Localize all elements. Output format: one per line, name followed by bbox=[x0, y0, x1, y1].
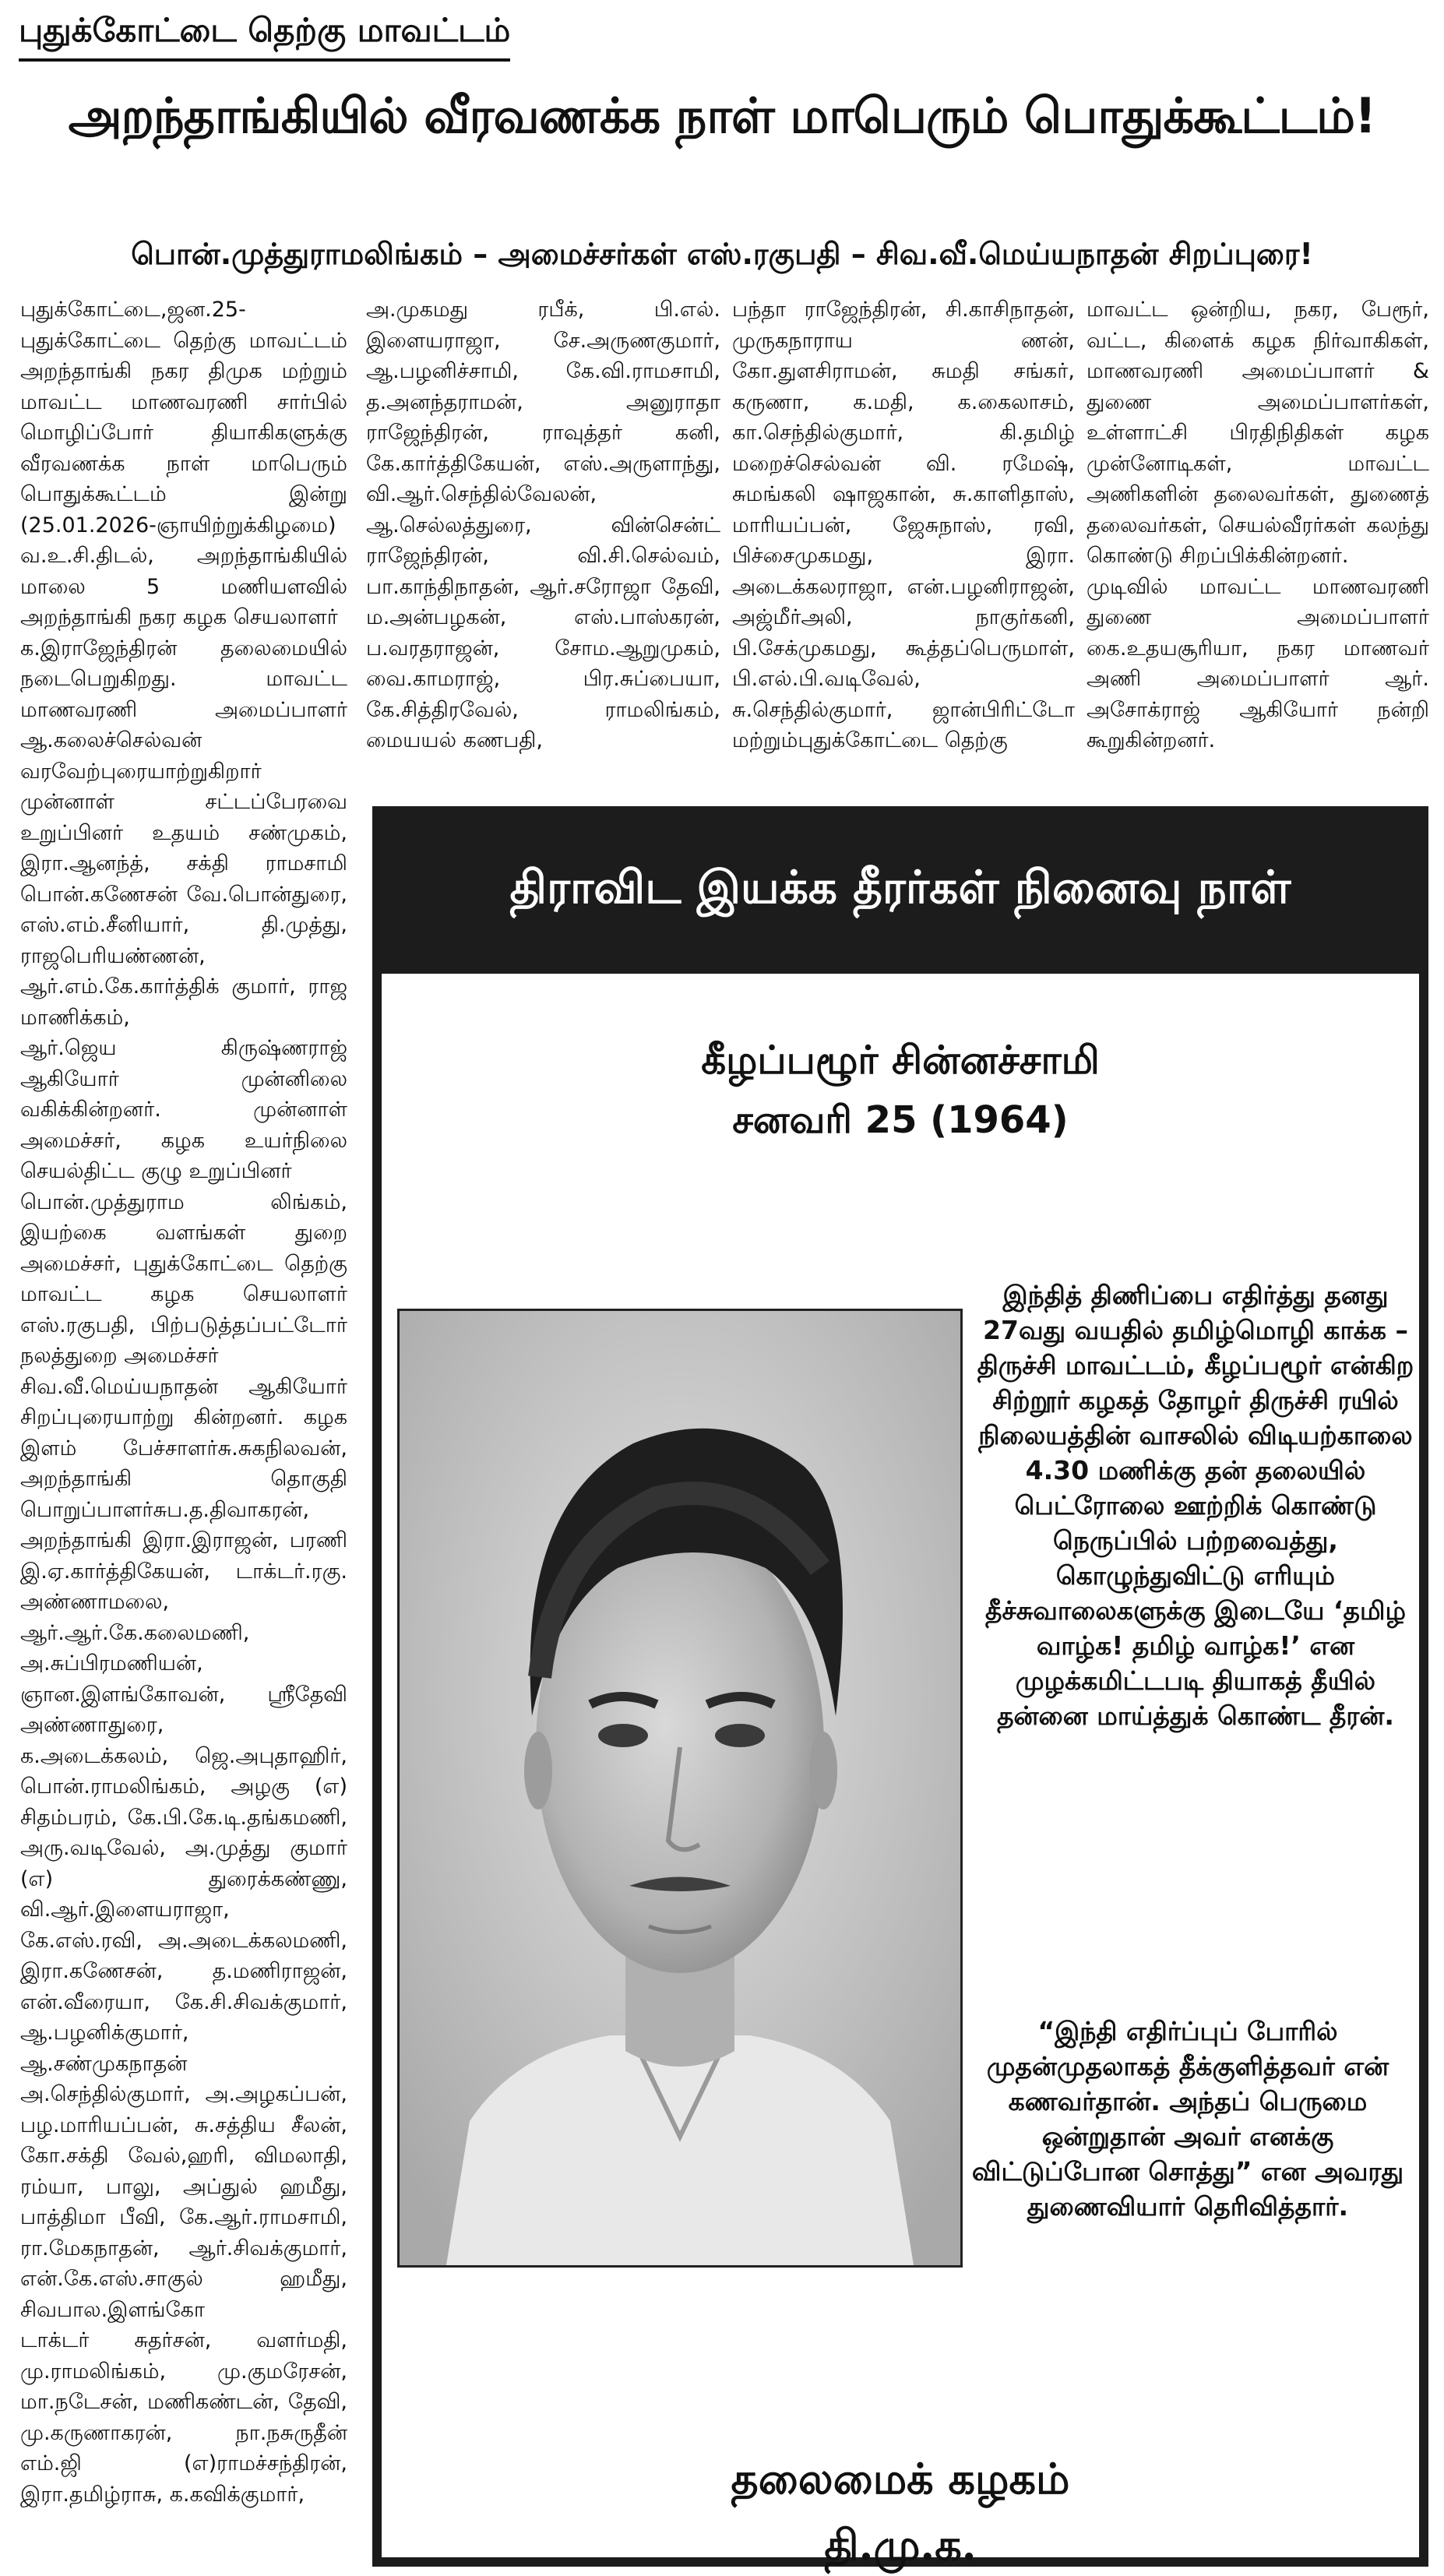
article-paragraph: முடிவில் மாவட்ட மாணவரணி துணை அமைப்பாளர் கை.உதயசூரியா, நகர மாணவர் அணி அமைப்பாளர் ஆர். அசோக்ராஜ் ஆகியோர் நன்றி கூறுகின்றனர். bbox=[1087, 574, 1429, 752]
section-kicker: புதுக்கோட்டை தெற்கு மாவட்டம் bbox=[19, 11, 510, 62]
memorial-panel bbox=[372, 806, 1428, 2570]
portrait-photo bbox=[397, 1309, 963, 2268]
article-paragraph: பந்தா ராஜேந்திரன், சி.காசிநாதன், முருகநாராய ணன், கோ.துளசிராமன், சுமதி சங்கர், கருணா, க.மதி, க.கைலாசம், கா.செந்தில்குமார், கி.தமிழ் மறைச்செல்வன் வி. ரமேஷ், சுமங்கலி ஷாஜகான், சு.காளிதாஸ், மாரியப்பன், ஜேசுநாஸ், ரவி, பிச்சைமுகமது, இரா. அடைக்கலராஜா, என்.பழனிராஜன், அஜ்மீர்அலி, நாகுர்கனி, பி.சேக்முகமது, கூத்தப்பெருமாள், பி.எல்.பி.வடிவேல், சு.செந்தில்குமார், ஜான்பிரிட்டோ மற்றும்புதுக்கோட்டை தெற்கு bbox=[732, 298, 1075, 752]
article-paragraph: மாவட்ட ஒன்றிய, நகர, பேரூர், வட்ட, கிளைக் கழக நிர்வாகிகள், மாணவரணி அமைப்பாளர் & துணை அமைப்பாளர்கள், உள்ளாட்சி பிரதிநிதிகள் கழக முன்னோடிகள், மாவட்ட அணிகளின் தலைவர்கள், துணைத் தலைவர்கள், செயல்வீரர்கள் கலந்து கொண்டு சிறப்பிக்கின்றனர். bbox=[1087, 298, 1429, 568]
article-column-4 bbox=[1087, 294, 1429, 777]
article-paragraph: சிவ.வீ.மெய்யநாதன் ஆகியோர் சிறப்புரையாற்று கின்றனர். கழக இளம் பேச்சாளர்சு.சுகநிலவன், அறந்தாங்கி தொகுதி பொறுப்பாளர்சுப.த.திவாகரன், அறந்தாங்கி இரா.இராஜன், பரணி இ.ஏ.கார்த்திகேயன், டாக்டர்.ரகு. அண்ணாமலை, ஆர்.ஆர்.கே.கலைமணி, அ.சுப்பிரமணியன், ஞான.இளங்கோவன், ஸ்ரீதேவி அண்ணாதுரை, bbox=[20, 1374, 347, 1737]
article-paragraph: அ.முகமது ரபீக், பி.எல். இளையராஜா, சே.அருணகுமார், ஆ.பழனிச்சாமி, கே.வி.ராமசாமி, த.அனந்தராமன், அனுராதா ராஜேந்திரன், ராவுத்தர் கனி, கே.கார்த்திகேயன், எஸ்.அருளாந்து, வி.ஆர்.செந்தில்வேலன், ஆ.செல்லத்துரை, வின்சென்ட் ராஜேந்திரன், வி.சி.செல்வம், பா.காந்திநாதன், ஆர்.சரோஜா தேவி, ம.அன்பழகன், எஸ்.பாஸ்கரன், ப.வரதராஜன், சோம.ஆறுமுகம், வை.காமராஜ், பிர.சுப்பையா, கே.சித்திரவேல், ராமலிங்கம், மையயல் கணபதி, bbox=[366, 298, 720, 752]
article-paragraph: டாக்டர் சுதர்சன், வளர்மதி, மு.ராமலிங்கம், மு.குமரேசன், மா.நடேசன், மணிகண்டன், தேவி, மு.கருணாகரன், நா.நசுருதீன் எம்.ஜி (எ)ராமச்சந்திரன், இரா.தமிழ்ராசு, க.கவிக்குமார், bbox=[20, 2328, 347, 2507]
subheadline: பொன்.முத்துராமலிங்கம் – அமைச்சர்கள் எஸ்.ரகுபதி – சிவ.வீ.மெய்யநாதன் சிறப்புரை! bbox=[131, 237, 1313, 271]
article-column-2 bbox=[366, 294, 720, 777]
article-column-3 bbox=[732, 294, 1075, 777]
panel-body bbox=[382, 974, 1419, 2570]
article-paragraph: க.இராஜேந்திரன் தலைமையில் நடைபெறுகிறது. மாவட்ட மாணவரணி அமைப்பாளர் ஆ.கலைச்செல்வன் வரவேற்புரையாற்றுகிறார் முன்னாள் சட்டப்பேரவை உறுப்பினர் உதயம் சண்முகம், இரா.ஆனந்த், சக்தி ராமசாமி பொன்.கணேசன் வே.பொன்துரை, எஸ்.எம்.சீனியார், தி.முத்து, ராஜபெரியண்ணன், ஆர்.எம்.கே.கார்த்திக் குமார், ராஜ மாணிக்கம், bbox=[20, 636, 347, 1030]
article-paragraph: பொன்.முத்துராம லிங்கம், இயற்கை வளங்கள் துறை அமைச்சர், புதுக்கோட்டை தெற்கு மாவட்ட கழக செயலாளர் எஸ்.ரகுபதி, பிற்படுத்தப்பட்டோர் நலத்துறை அமைச்சர் bbox=[20, 1189, 347, 1368]
martyr-name: கீழப்பழூர் சின்னச்சாமி bbox=[701, 1038, 1100, 1083]
martyr-date: சனவரி 25 (1964) bbox=[732, 1098, 1069, 1142]
panel-title: திராவிட இயக்க தீரர்கள் நினைவு நாள் bbox=[509, 860, 1291, 914]
martyr-narrative: இந்தித் திணிப்பை எதிர்த்து தனது 27வது வயதில் தமிழ்மொழி காக்க – திருச்சி மாவட்டம், கீழப்பழூர் என்கிற சிற்றூர் கழகத் தோழர் திருச்சி ரயில் நிலையத்தின் வாசலில் விடியற்காலை 4.30 மணிக்கு தன் தலையில் பெட்ரோலை ஊற்றிக் கொண்டு நெருப்பில் பற்றவைத்து, கொழுந்துவிட்டு எரியும் தீச்சுவாலைகளுக்கு இடையே ‘தமிழ் வாழ்க! தமிழ் வாழ்க!’ என முழக்கமிட்டபடி தியாகத் தீயில் தன்னை மாய்த்துக் கொண்ட தீரன். bbox=[977, 1280, 1414, 1731]
article-paragraph: ஆர்.ஜெய கிருஷ்ணராஜ் ஆகியோர் முன்னிலை வகிக்கின்றனர். முன்னாள் அமைச்சர், கழக உயர்நிலை செயல்திட்ட குழு உறுப்பினர் bbox=[20, 1036, 347, 1183]
article-paragraph: புதுக்கோட்டை,ஜன.25- புதுக்கோட்டை தெற்கு மாவட்டம் அறந்தாங்கி நகர திமுக மற்றும் மாவட்ட மாணவரணி சார்பில் மொழிப்போர் தியாகிகளுக்கு வீரவணக்க நாள் மாபெரும் பொதுக்கூட்டம் இன்று (25.01.2026-ஞாயிற்றுக்கிழமை) வ.உ.சி.திடல், அறந்தாங்கியில் மாலை 5 மணியளவில் அறந்தாங்கி நகர கழக செயலாளர் bbox=[20, 298, 347, 629]
article-column-1 bbox=[20, 294, 347, 2553]
signature-party: தி.மு.க. bbox=[824, 2520, 977, 2570]
headline: அறந்தாங்கியில் வீரவணக்க நாள் மாபெரும் பொதுக்கூட்டம்! bbox=[68, 87, 1376, 144]
article-paragraph: க.அடைக்கலம், ஜெ.அபுதாஹிர், பொன்.ராமலிங்கம், அழகு (எ) சிதம்பரம், கே.பி.கே.டி.தங்கமணி, அரு.வடிவேல், அ.முத்து குமார் (எ) துரைக்கண்ணு, வி.ஆர்.இளையராஜா, கே.எஸ்.ரவி, அ.அடைக்கலமணி, இரா.கணேசன், த.மணிராஜன், என்.வீரையா, கே.சி.சிவக்குமார், ஆ.பழனிக்குமார், ஆ.சண்முகநாதன் அ.செந்தில்குமார், அ.அழகப்பன், பழ.மாரியப்பன், சு.சத்திய சீலன், கோ.சக்தி வேல்,ஹரி, விமலாதி, ரம்யா, பாலு, அப்துல் ஹமீது, பாத்திமா பீவி, கே.ஆர்.ராமசாமி, ரா.மேகநாதன், ஆர்.சிவக்குமார், என்.கே.எஸ்.சாகுல் ஹமீது, சிவபால.இளங்கோ bbox=[20, 1743, 347, 2322]
widow-quote: “இந்தி எதிர்ப்புப் போரில் முதன்முதலாகத் தீக்குளித்தவர் என் கணவர்தான். அந்தப் பெருமை ஒன்றுதான் அவர் எனக்கு விட்டுப்போன சொத்து” என அவரது துணைவியார் தெரிவித்தார். bbox=[971, 2016, 1404, 2222]
signature-headquarters: தலைமைக் கழகம் bbox=[731, 2454, 1070, 2504]
